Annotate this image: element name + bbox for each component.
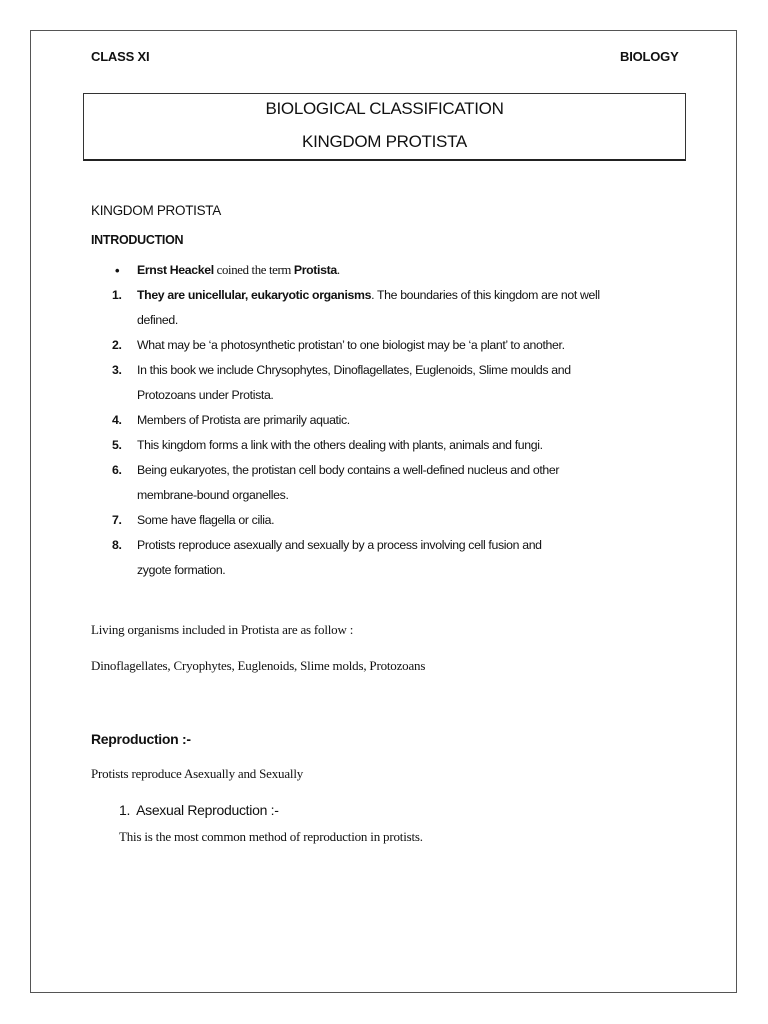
reproduction-summary: Protists reproduce Asexually and Sexually: [91, 766, 304, 781]
list-item-text: In this book we include Chrysophytes, Dinoflagellates, Euglenoids, Slime moulds and: [137, 363, 571, 377]
document-title: BIOLOGICAL CLASSIFICATION: [265, 99, 504, 118]
list-item-text: . The boundaries of this kingdom are not well: [371, 288, 600, 302]
title-box: [83, 93, 686, 161]
list-item: [91, 408, 691, 433]
list-item-text: Members of Protista are primarily aquatic.: [137, 413, 350, 427]
header-class-label: CLASS XI: [91, 49, 150, 64]
list-item-continuation: zygote formation.: [137, 563, 226, 577]
document-subtitle: KINGDOM PROTISTA: [302, 132, 467, 151]
list-number: 5.: [112, 438, 122, 452]
list-number: 8.: [112, 538, 122, 552]
list-item: [91, 333, 691, 358]
list-item: [91, 283, 691, 333]
list-item-text: Some have flagella or cilia.: [137, 513, 275, 527]
section-heading: KINGDOM PROTISTA: [91, 203, 221, 218]
list-item: [91, 358, 691, 408]
subsection-title: Asexual Reproduction :-: [136, 802, 279, 818]
list-item-continuation: membrane-bound organelles.: [137, 488, 289, 502]
list-item: [91, 533, 691, 583]
introduction-list: [91, 258, 691, 583]
list-item: [91, 508, 691, 533]
header-subject-label: BIOLOGY: [620, 49, 679, 64]
reproduction-heading: Reproduction :-: [91, 731, 191, 747]
list-number: 2.: [112, 338, 122, 352]
list-number: 1.: [112, 288, 122, 302]
list-number: 4.: [112, 413, 122, 427]
list-item: [91, 433, 691, 458]
subsection-number: 1.: [119, 802, 131, 818]
list-item-continuation: defined.: [137, 313, 178, 327]
list-number: 3.: [112, 363, 122, 377]
list-item-text: Being eukaryotes, the protistan cell body contains a well-defined nucleus and other: [137, 463, 560, 477]
bullet-marker: •: [115, 263, 120, 278]
introduction-heading: INTRODUCTION: [91, 233, 184, 247]
list-item-text: Protists reproduce asexually and sexually by a process involving cell fusion and: [137, 538, 542, 552]
list-item-text: .: [336, 263, 340, 277]
living-organisms-list: Dinoflagellates, Cryophytes, Euglenoids, Slime molds, Protozoans: [91, 658, 426, 673]
list-number: 6.: [112, 463, 122, 477]
list-item: [91, 258, 691, 283]
list-item: [91, 458, 691, 508]
list-number: 7.: [112, 513, 122, 527]
asexual-reproduction-text: This is the most common method of reproduction in protists.: [119, 829, 423, 844]
asexual-reproduction-heading: [119, 802, 279, 818]
list-item-bold-text: They are unicellular, eukaryotic organisms: [137, 288, 372, 302]
scientist-name: Ernst Heackel: [137, 263, 214, 277]
list-item-text: What may be ‘a photosynthetic protistan’ to one biologist may be ‘a plant’ to another.: [137, 338, 565, 352]
list-item-text: This kingdom forms a link with the others dealing with plants, animals and fungi.: [137, 438, 543, 452]
list-item-text: coined the term: [213, 263, 294, 277]
list-item-continuation: Protozoans under Protista.: [137, 388, 274, 402]
living-organisms-intro: Living organisms included in Protista are as follow :: [91, 622, 354, 637]
term-protista: Protista: [293, 263, 337, 277]
